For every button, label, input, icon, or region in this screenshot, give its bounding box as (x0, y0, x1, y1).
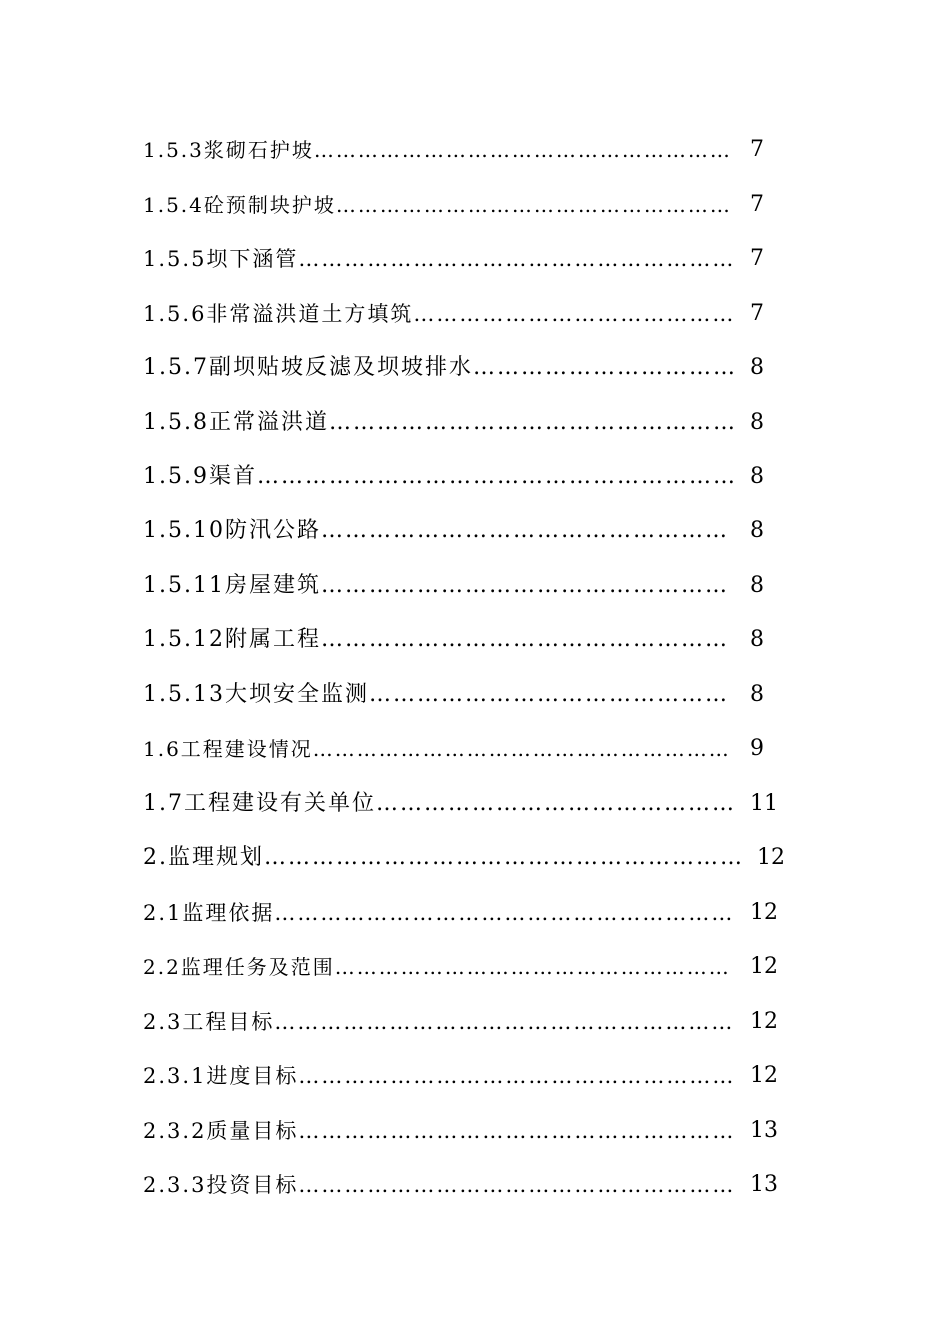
toc-entry-title: 1.5.8正常溢洪道…………………………………………… (143, 410, 737, 435)
toc-entry-title: 1.6工程建设情况………………………………………………… (143, 737, 731, 761)
toc-entry-title: 1.5.6非常溢洪道土方填筑…………………………………… (143, 302, 736, 326)
toc-entry-page: 12 (750, 1009, 778, 1034)
toc-entry-title: 2.3.2质量目标………………………………………………… (143, 1119, 736, 1143)
toc-entry-title: 1.5.10防汛公路…………………………………………… (143, 518, 729, 543)
toc-entry-page: 8 (750, 573, 764, 598)
toc-entry-page: 7 (750, 301, 764, 326)
toc-entry-page: 13 (750, 1172, 778, 1197)
toc-entry-page: 8 (750, 518, 764, 543)
toc-entry-title: 1.7工程建设有关单位……………………………………… (143, 791, 736, 816)
toc-entry-page: 12 (750, 900, 778, 925)
toc-entry-title: 1.5.4砼预制块护坡……………………………………………… (143, 193, 732, 217)
toc-entry-page: 13 (750, 1118, 778, 1143)
toc-entry-title: 1.5.3浆砌石护坡………………………………………………… (143, 138, 732, 162)
toc-entry-page: 11 (750, 791, 778, 816)
toc-entry-page: 8 (750, 464, 764, 489)
toc-entry-page: 12 (757, 845, 785, 870)
toc-entry-title: 1.5.7副坝贴坡反滤及坝坡排水…………………………… (143, 355, 737, 380)
toc-entry-page: 7 (750, 192, 764, 217)
toc-entry-page: 7 (750, 137, 764, 162)
toc-entry-title: 2.监理规划…………………………………………………… (143, 845, 744, 870)
toc-entry-page: 8 (750, 410, 764, 435)
toc-entry-title: 1.5.13大坝安全监测……………………………………… (143, 682, 729, 707)
toc-entry-page: 12 (750, 1063, 778, 1088)
toc-entry-title: 2.3.1进度目标………………………………………………… (143, 1064, 736, 1088)
toc-entry-title: 2.3.3投资目标………………………………………………… (143, 1173, 736, 1197)
toc-entry-page: 8 (750, 682, 764, 707)
toc-entry-page: 12 (750, 954, 778, 979)
toc-entry-page: 8 (750, 627, 764, 652)
toc-entry-page: 8 (750, 355, 764, 380)
toc-entry-title: 1.5.12附属工程…………………………………………… (143, 627, 729, 652)
toc-entry-title: 2.3工程目标…………………………………………………… (143, 1010, 735, 1034)
toc-entry-title: 2.2监理任务及范围……………………………………………… (143, 955, 731, 979)
toc-entry-title: 1.5.11房屋建筑…………………………………………… (143, 573, 729, 598)
toc-entry-title: 1.5.5坝下涵管………………………………………………… (143, 247, 736, 271)
toc-entry-title: 1.5.9渠首…………………………………………………… (143, 464, 737, 489)
toc-entry-page: 7 (750, 246, 764, 271)
toc-entry-title: 2.1监理依据…………………………………………………… (143, 901, 735, 925)
toc-entry-page: 9 (750, 736, 764, 761)
